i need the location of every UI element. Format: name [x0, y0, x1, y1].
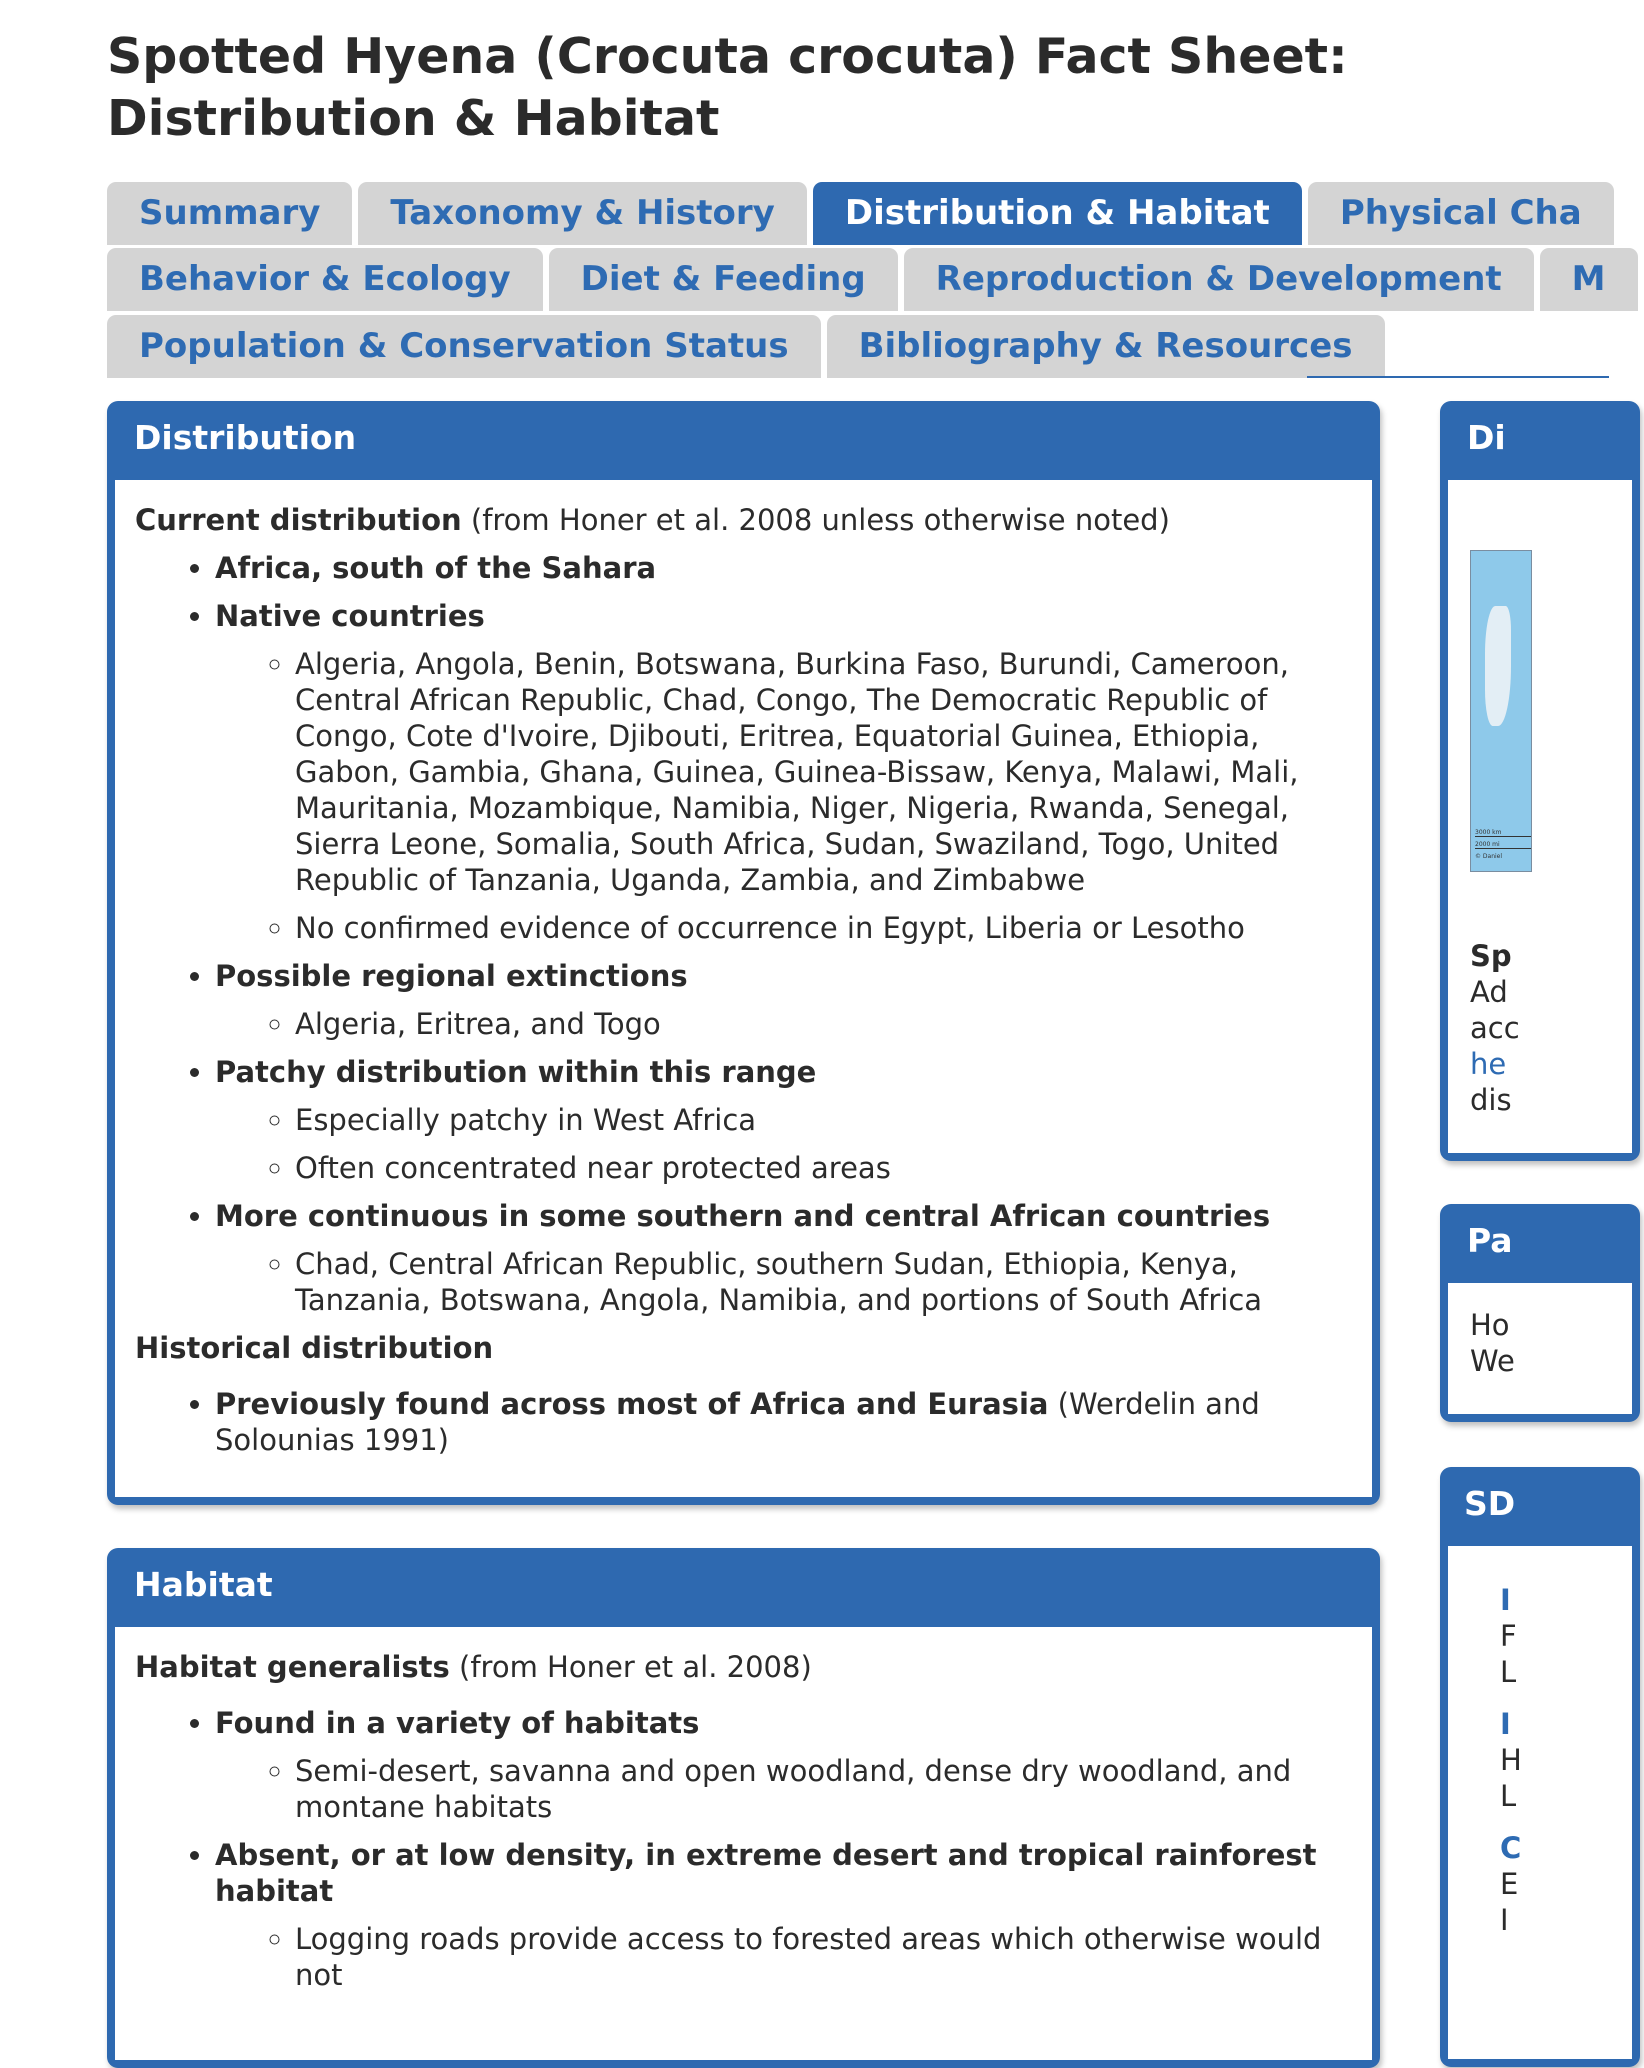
- list-item-text: Previously found across most of Africa and Eurasia: [215, 1387, 1049, 1421]
- tab-bibliography-resources[interactable]: Bibliography & Resources: [827, 315, 1385, 378]
- distribution-map-panel-title: Di: [1467, 418, 1506, 457]
- sub-list: [215, 1921, 1352, 1993]
- sub-list-item: ◦ Algeria, Angola, Benin, Botswana, Burkina Faso, Burundi, Cameroon, Central African Republic, Chad, Congo, The Democratic Republic of Congo, Cote d'Ivoire, Djibouti, Eritrea, Equatorial Guinea, Ethiopia, Gabon, Gambia, Ghana, Guinea, Guinea-Bissaw, Kenya, Malawi, Mali, Mauritania, Mozambique, Namibia, Niger, Nigeria, Rwanda, Senegal, Sierra Leone, Somalia, South Africa, Sudan, Swaziland, Togo, United Republic of Tanzania, Uganda, Zambia, and Zimbabwe: [295, 646, 1352, 898]
- side-panel-2-line: Ho: [1470, 1308, 1510, 1342]
- list-item-source: (Werdelin and Solounias 1991): [215, 1387, 1260, 1457]
- sub-list: [215, 1102, 1352, 1186]
- list-item: [215, 550, 1352, 586]
- sub-list: [215, 1246, 1352, 1318]
- side-panel-2: [1440, 1204, 1640, 1422]
- list-item: [215, 598, 1352, 946]
- side-panel-3-link[interactable]: I: [1500, 1707, 1511, 1741]
- tab-row-2: [107, 248, 1644, 311]
- tab-physical-characteristics[interactable]: Physical Cha: [1308, 182, 1614, 245]
- habitat-panel: [107, 1548, 1380, 2068]
- list-item-text: Absent, or at low density, in extreme desert and tropical rainforest habitat: [215, 1838, 1317, 1908]
- side-panel-3-title: SD: [1464, 1484, 1516, 1523]
- tab-summary[interactable]: Summary: [107, 182, 352, 245]
- map-scale-km: 3000 km: [1475, 829, 1531, 837]
- historical-distribution-list: [135, 1386, 1352, 1458]
- map-landmass: [1485, 606, 1511, 726]
- tab-diet-feeding[interactable]: Diet & Feeding: [549, 248, 898, 311]
- distribution-panel: [107, 401, 1380, 1505]
- list-item: [215, 1837, 1352, 1993]
- habitat-generalists-source: (from Honer et al. 2008): [449, 1650, 812, 1684]
- map-credit: © Daniel: [1475, 853, 1503, 860]
- map-caption-line: dis: [1470, 1083, 1512, 1117]
- tab-row-1: [107, 182, 1620, 245]
- side-panel-3-link[interactable]: I: [1500, 1583, 1511, 1617]
- current-distribution-heading: Current distribution: [135, 503, 462, 537]
- distribution-panel-title: Distribution: [134, 418, 357, 457]
- tab-population-conservation[interactable]: Population & Conservation Status: [107, 315, 821, 378]
- map-caption-line: Ad: [1470, 975, 1508, 1009]
- side-panel-3-line: I: [1500, 1903, 1509, 1937]
- tab-taxonomy-history[interactable]: Taxonomy & History: [358, 182, 806, 245]
- sub-list-item: ◦ No confirmed evidence of occurrence in Egypt, Liberia or Lesotho: [295, 910, 1352, 946]
- sub-list: [215, 1006, 1352, 1042]
- sub-list-item: ◦ Especially patchy in West Africa: [295, 1102, 1352, 1138]
- distribution-map-image[interactable]: [1470, 550, 1532, 872]
- list-item: [215, 1198, 1352, 1318]
- sub-list-item: ◦ Chad, Central African Republic, southern Sudan, Ethiopia, Kenya, Tanzania, Botswana, Angola, Namibia, and portions of South Africa: [295, 1246, 1352, 1318]
- list-item-text: Possible regional extinctions: [215, 959, 688, 993]
- tab-behavior-ecology[interactable]: Behavior & Ecology: [107, 248, 543, 311]
- habitat-list: [135, 1705, 1352, 1993]
- section-tabs: [107, 182, 1606, 378]
- map-caption-line: acc: [1470, 1011, 1520, 1045]
- tab-reproduction-development[interactable]: Reproduction & Development: [904, 248, 1534, 311]
- current-distribution-line: [135, 502, 1352, 538]
- map-caption-title: Sp: [1470, 939, 1512, 973]
- habitat-generalists-heading: Habitat generalists: [135, 1650, 450, 1684]
- list-item: [215, 1705, 1352, 1825]
- side-panel-2-body: [1448, 1283, 1632, 1414]
- list-item-text: Found in a variety of habitats: [215, 1706, 700, 1740]
- tab-more[interactable]: M: [1540, 248, 1638, 311]
- distribution-panel-body: [115, 480, 1372, 1497]
- list-item: [215, 1054, 1352, 1186]
- side-panel-3: [1440, 1467, 1640, 2067]
- page-title: Spotted Hyena (Crocuta crocuta) Fact Sheet: Distribution & Habitat: [107, 28, 1348, 147]
- current-distribution-list: [135, 550, 1352, 1318]
- habitat-panel-title: Habitat: [134, 1565, 273, 1604]
- sub-list-item: ◦ Often concentrated near protected areas: [295, 1150, 1352, 1186]
- side-panel-3-line: E: [1500, 1867, 1519, 1901]
- side-panel-3-line: F: [1500, 1619, 1517, 1653]
- list-item-text: Patchy distribution within this range: [215, 1055, 817, 1089]
- side-panel-3-line: L: [1500, 1655, 1517, 1689]
- sub-list-item: ◦ Logging roads provide access to forested areas which otherwise would not: [295, 1921, 1352, 1993]
- habitat-panel-body: [115, 1627, 1372, 2060]
- sub-list-item: ◦ Semi-desert, savanna and open woodland, dense dry woodland, and montane habitats: [295, 1753, 1352, 1825]
- side-panel-2-title: Pa: [1467, 1221, 1513, 1260]
- sub-list: [215, 1753, 1352, 1825]
- sub-list: [215, 646, 1352, 946]
- tab-distribution-habitat[interactable]: Distribution & Habitat: [813, 182, 1302, 245]
- distribution-map-panel-body: [1448, 480, 1632, 1153]
- list-item-text: Native countries: [215, 599, 485, 633]
- side-panel-3-link[interactable]: C: [1500, 1831, 1522, 1865]
- list-item-text: Africa, south of the Sahara: [215, 551, 657, 585]
- tab-row-3: [107, 315, 1391, 378]
- map-scale-mi: 2000 mi: [1475, 841, 1531, 849]
- sub-list-item: ◦ Algeria, Eritrea, and Togo: [295, 1006, 1352, 1042]
- list-item-text: More continuous in some southern and central African countries: [215, 1199, 1271, 1233]
- current-distribution-source: (from Honer et al. 2008 unless otherwise noted): [461, 503, 1170, 537]
- side-panel-3-line: L: [1500, 1779, 1517, 1813]
- side-panel-3-body: [1448, 1546, 1632, 2059]
- list-item: [215, 958, 1352, 1042]
- map-caption-link[interactable]: he: [1470, 1047, 1507, 1081]
- tabs-underline: [1307, 376, 1609, 378]
- historical-distribution-heading: Historical distribution: [135, 1331, 494, 1365]
- habitat-generalists-line: [135, 1649, 1352, 1685]
- side-panel-2-line: We: [1470, 1344, 1515, 1378]
- distribution-map-panel: [1440, 401, 1640, 1161]
- side-panel-3-line: H: [1500, 1743, 1522, 1777]
- list-item: [215, 1386, 1352, 1458]
